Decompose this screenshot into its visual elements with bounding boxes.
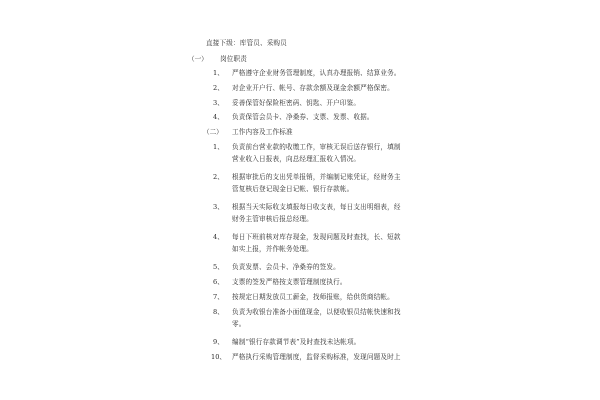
- section2-title: 工作内容及工作标准: [232, 128, 293, 136]
- s1-item-3-text: 妥善保管好保险柜密码、钥匙、开户印鉴。: [232, 99, 361, 107]
- section2-label: （二）: [203, 128, 223, 136]
- s2-item-5-num: 5、: [213, 263, 224, 271]
- s2-item-1-num: 1、: [213, 143, 224, 151]
- s2-item-1-text-2: 营业收入日报表，向总经理汇报收入情况。: [232, 155, 361, 163]
- s2-item-9-num: 9、: [213, 338, 224, 346]
- s2-item-3-text-2: 财务主管审核后报总经理。: [232, 215, 313, 223]
- s2-item-5-text: 负责发票、会员卡、净桑券的签发。: [232, 263, 340, 271]
- s1-item-2-num: 2、: [213, 84, 224, 92]
- s2-item-3-num: 3、: [213, 203, 224, 211]
- s1-item-1-num: 1、: [213, 69, 224, 77]
- s2-item-8-text-2: 零。: [232, 320, 246, 328]
- s1-item-2-text: 对企业开户行、帐号、存款余额及现金余额严格保密。: [232, 84, 394, 92]
- s2-item-2-text-2: 管复核后登记现金日记帐、银行存款帐。: [232, 185, 354, 193]
- s1-item-1-text: 严格遵守企业财务管理制度，认真办理报销、结算业务。: [232, 69, 401, 77]
- s2-item-6-text: 支票的签发严格按支票管理制度执行。: [232, 278, 347, 286]
- s2-item-7-text: 按规定日期发放员工薪金，找师报账，给供货商结帐。: [232, 293, 394, 301]
- s2-item-10-num: 10、: [211, 353, 226, 361]
- s1-item-3-num: 3、: [213, 99, 224, 107]
- s1-item-4-text: 负责保管会员卡、净桑券、支票、发票、收据。: [232, 113, 374, 121]
- s2-item-4-num: 4、: [213, 233, 224, 241]
- s2-item-2-num: 2、: [213, 173, 224, 181]
- s2-item-1-text-1: 负责前台营业款的收缴工作，审核无误后送存银行，填制: [232, 143, 401, 151]
- section1-label: （一）: [188, 55, 208, 63]
- s2-item-10-text: 严格执行采购管理制度，监督采购标准，发现问题及时上: [232, 353, 401, 361]
- s2-item-3-text-1: 根据当天实际收支填报每日收支表，每日支出明细表，经: [232, 203, 401, 211]
- s2-item-2-text-1: 根据审批后的支出凭单报销，并编制记账凭证，经财务主: [232, 173, 401, 181]
- s2-item-4-text-2: 如实上报，并作帐务处理。: [232, 245, 313, 253]
- s1-item-4-num: 4、: [213, 113, 224, 121]
- section1-title: 岗位职责: [220, 55, 247, 63]
- s2-item-6-num: 6、: [213, 278, 224, 286]
- s2-item-7-num: 7、: [213, 293, 224, 301]
- s2-item-8-text-1: 负责为收银台准备小面值现金，以便收银员结帐快速和找: [232, 308, 401, 316]
- intro-line: 直接下级：库管员、采购员: [206, 39, 287, 47]
- s2-item-4-text-1: 每日下班前核对库存现金，发现问题及时查找，长、短款: [232, 233, 401, 241]
- s2-item-8-num: 8、: [213, 308, 224, 316]
- s2-item-9-text: 编制“银行存款调节表”及时查找未达帐项。: [232, 338, 361, 346]
